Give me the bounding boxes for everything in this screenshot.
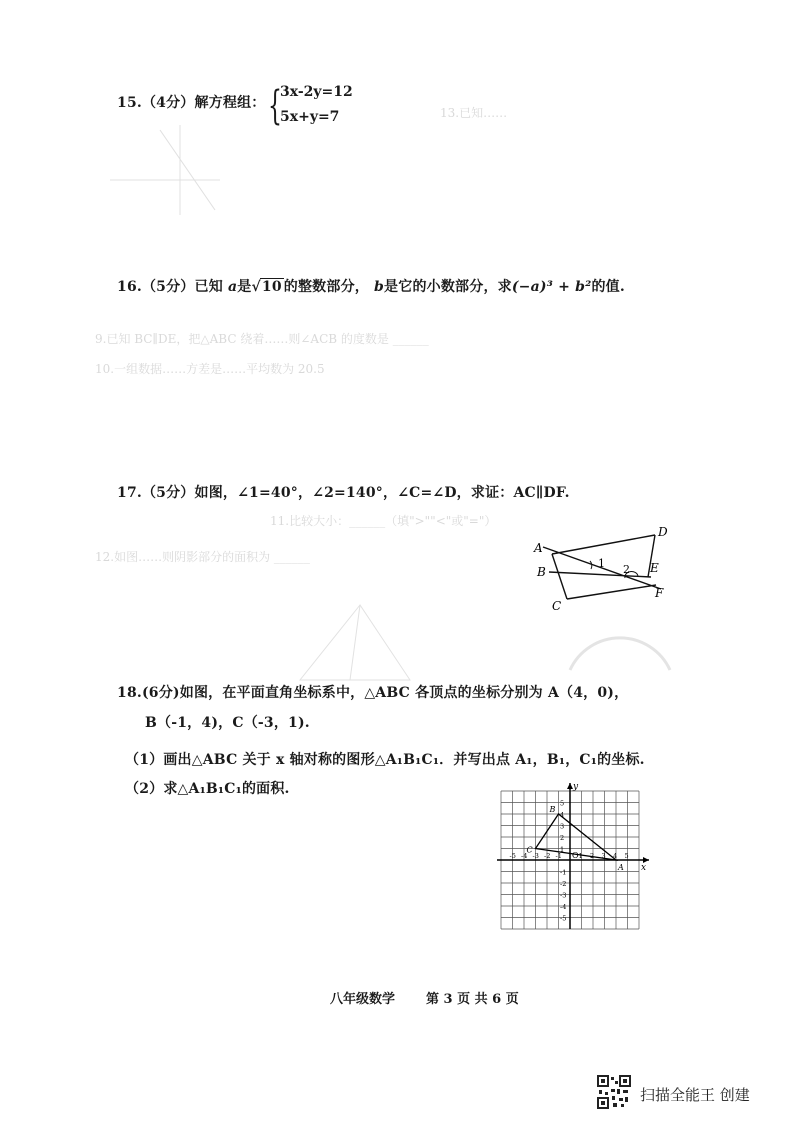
x-tick-label: -1 [555, 852, 562, 860]
bleed-through-text: 11.比较大小：______（填">""<"或"="） [270, 514, 497, 528]
y-tick-label: 4 [560, 811, 565, 819]
scanner-watermark: 扫描全能王 创建 [640, 1086, 750, 1104]
origin-label: O [572, 851, 579, 860]
y-tick-label: -1 [560, 868, 567, 877]
q16-text: 的值. [591, 279, 625, 295]
y-tick-label: 1 [560, 845, 565, 854]
triangle-abc [527, 805, 625, 872]
point-label: A [534, 541, 543, 555]
bleed-through-text: 12.如图……则阴影部分的面积为 ______ [95, 550, 310, 564]
point-label: C [552, 599, 562, 613]
x-tick-label: 2 [590, 852, 595, 860]
brace-symbol: { [268, 83, 282, 129]
question-17: 17.（5分）如图，∠1=40°，∠2=140°，∠C=∠D，求证：AC∥DF. [117, 485, 570, 501]
y-axis-label: y [573, 782, 579, 792]
x-tick-label: 1 [578, 852, 583, 860]
sqrt-argument: 10 [261, 279, 282, 295]
x-tick-label: -2 [544, 852, 551, 860]
y-tick-label: 5 [560, 799, 565, 808]
q18-coordinate-grid [488, 780, 668, 932]
angle-arc [590, 561, 592, 569]
bleed-through-text: 10.一组数据……方差是……平均数为 20.5 [95, 362, 325, 376]
bleed-through-figure [100, 120, 230, 220]
q16-expression: (−a)³ + b² [511, 279, 592, 295]
question-16: 16.（5分）已知 a是√10 的整数部分， b是它的小数部分，求(−a)³ + b²的值. [117, 279, 625, 295]
x-tick-label: -5 [509, 852, 516, 860]
line-segment [567, 585, 656, 599]
question-15-label: 15.（4分）解方程组： [117, 95, 266, 111]
x-tick-label: 5 [624, 852, 629, 860]
point-label: D [658, 525, 668, 539]
footer-subject: 八年级数学 [330, 992, 396, 1007]
footer-page-number: 第 3 页 共 6 页 [426, 992, 519, 1007]
question-18-part1: （1）画出△ABC 关于 x 轴对称的图形△A₁B₁C₁．并写出点 A₁，B₁，C₁的坐标. [125, 752, 645, 768]
variable-b: b [374, 279, 385, 295]
question-18-line1: 18.(6分)如图，在平面直角坐标系中，△ABC 各顶点的坐标分别为 A（4，0)， [117, 685, 629, 701]
vertex-label: A [618, 863, 624, 872]
y-tick-label: -4 [560, 903, 567, 911]
q17-figure [528, 524, 678, 616]
x-tick-label: 3 [601, 852, 606, 860]
line-segment [552, 535, 655, 554]
y-tick-label: 2 [560, 834, 565, 842]
bleed-through-text: 13.已知…… [440, 106, 508, 120]
q16-text: 是 [237, 279, 252, 295]
line-segment [552, 554, 567, 599]
tick-labels [510, 800, 629, 923]
bleed-through-text: 9.已知 BC∥DE，把△ABC 绕着……则∠ACB 的度数是 ______ [95, 332, 429, 346]
equation-2: 5x+y=7 [280, 109, 340, 125]
point-label: F [655, 586, 664, 600]
variable-a: a [227, 279, 238, 295]
bleed-through-figure [280, 600, 420, 690]
q16-text: 是它的小数部分，求 [384, 279, 512, 295]
qr-code-icon [597, 1075, 631, 1109]
y-tick-label: -3 [560, 891, 567, 900]
vertex-label: B [549, 805, 556, 814]
y-tick-label: -2 [560, 880, 567, 888]
x-tick-label: 4 [613, 852, 618, 860]
y-tick-label: 3 [560, 822, 565, 831]
x-axis-label: x [641, 863, 647, 873]
question-18-part2: （2）求△A₁B₁C₁的面积. [125, 781, 290, 797]
angle-label: 1 [598, 557, 605, 570]
point-label: B [537, 565, 546, 579]
q16-text: 16.（5分）已知 [117, 279, 223, 295]
q16-text: 的整数部分， [283, 279, 369, 295]
y-tick-label: -5 [560, 914, 567, 923]
equation-1: 3x-2y=12 [280, 84, 353, 100]
question-18-line2: B（-1，4)，C（-3，1). [145, 715, 310, 731]
angle-label: 2 [623, 563, 630, 576]
x-tick-label: -4 [521, 852, 528, 860]
vertex-label: C [526, 845, 533, 855]
point-label: E [650, 561, 659, 575]
x-tick-label: -3 [532, 852, 539, 860]
